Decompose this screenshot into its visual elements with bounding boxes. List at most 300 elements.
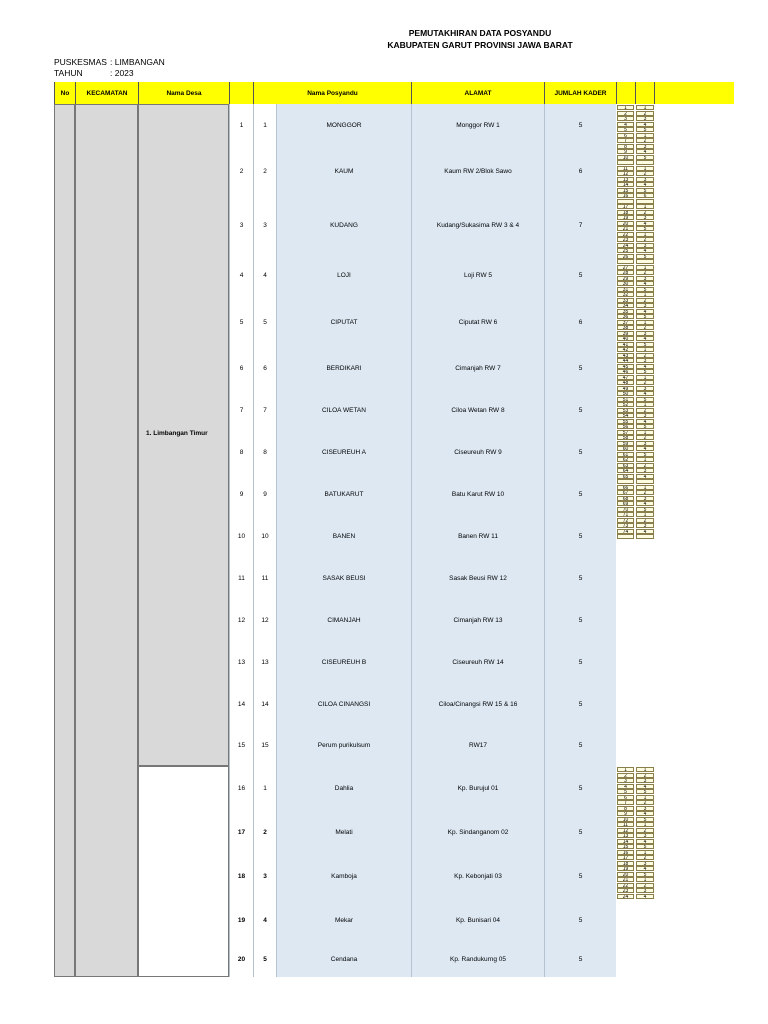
kader-count: 5	[544, 389, 616, 431]
table-row	[229, 725, 616, 766]
kader-index-cell: 3	[636, 523, 654, 528]
header-kecamatan: KECAMATAN	[75, 82, 138, 104]
kader-index-cell: 3	[636, 276, 654, 281]
kader-seq-cell: 14	[617, 839, 634, 844]
kader-index-cell: 5	[636, 342, 654, 347]
kader-seq-cell: 60	[617, 446, 634, 451]
kader-seq-cell: 6	[617, 795, 634, 800]
kader-index-cell: 1	[636, 347, 654, 352]
kader-index-cell: 1	[636, 204, 654, 209]
kader-index-cell: 1	[636, 457, 654, 462]
kader-index-cell: 4	[636, 419, 654, 424]
kader-seq-cell: 36	[617, 314, 634, 319]
kader-seq-cell: 11	[617, 166, 634, 171]
table-row	[229, 473, 616, 515]
kader-seq-cell: 23	[617, 237, 634, 242]
posyandu-name: CILOA WETAN	[276, 389, 411, 431]
kader-index-cell: 1	[636, 320, 654, 325]
row-sub-no: 8	[253, 431, 276, 473]
kader-seq-cell: 30	[617, 281, 634, 286]
kader-count: 5	[544, 104, 616, 146]
kader-seq-cell: 22	[617, 232, 634, 237]
row-sub-no: 4	[253, 254, 276, 297]
kader-index-cell: 1	[636, 485, 654, 490]
kader-seq-cell: 7	[617, 800, 634, 805]
posyandu-alamat: Ciloa/Cinangsi RW 15 & 16	[411, 683, 544, 725]
kader-index-cell: 1	[636, 767, 654, 772]
table-row	[229, 683, 616, 725]
row-no: 5	[229, 297, 253, 347]
kader-index-cell: 5	[636, 314, 654, 319]
kader-count: 5	[544, 431, 616, 473]
kader-index-cell: 3	[636, 243, 654, 248]
kader-index-cell: 3	[636, 303, 654, 308]
row-sub-no: 10	[253, 515, 276, 557]
kader-index-cell: 1	[636, 292, 654, 297]
kader-seq-cell: 3	[617, 116, 634, 121]
row-sub-no: 13	[253, 641, 276, 683]
kader-seq-cell	[617, 534, 634, 539]
kader-count: 5	[544, 810, 616, 854]
posyandu-alamat: RW17	[411, 725, 544, 766]
row-sub-no: 4	[253, 898, 276, 942]
kader-index-cell: 2	[636, 171, 654, 176]
kader-index-cell: 2	[636, 518, 654, 523]
posyandu-name: Perum purikulsum	[276, 725, 411, 766]
kader-index-cell: 5	[636, 155, 654, 160]
kader-index-cell: 4	[636, 894, 654, 899]
kader-count: 5	[544, 557, 616, 599]
row-sub-no: 14	[253, 683, 276, 725]
kader-count: 5	[544, 854, 616, 898]
kader-seq-cell: 59	[617, 441, 634, 446]
header-kader: JUMLAH KADER	[544, 82, 616, 104]
posyandu-alamat: Kp. Burujul 01	[411, 766, 544, 810]
row-no: 16	[229, 766, 253, 810]
kader-seq-cell: 19	[617, 866, 634, 871]
row-no: 10	[229, 515, 253, 557]
posyandu-alamat: Kp. Bunisari 04	[411, 898, 544, 942]
kader-seq-cell	[617, 259, 634, 264]
kader-index-cell: 3	[636, 441, 654, 446]
kader-index-cell: 4	[636, 248, 654, 253]
kader-seq-cell: 68	[617, 496, 634, 501]
kader-count: 5	[544, 254, 616, 297]
desa-name: 1. Limbangan Timur	[146, 430, 208, 437]
posyandu-name: LOJI	[276, 254, 411, 297]
kader-seq-cell: 57	[617, 430, 634, 435]
kader-seq-cell: 4	[617, 784, 634, 789]
kader-index-cell: 3	[636, 116, 654, 121]
row-no: 1	[229, 104, 253, 146]
kader-seq-cell: 18	[617, 210, 634, 215]
posyandu-name: SASAK BEUSI	[276, 557, 411, 599]
kader-index-cell: 4	[636, 501, 654, 506]
row-no: 20	[229, 942, 253, 977]
posyandu-alamat: Batu Karut RW 10	[411, 473, 544, 515]
kader-seq-cell: 73	[617, 523, 634, 528]
table-row	[229, 854, 616, 898]
kader-seq-cell: 1	[617, 105, 634, 110]
table-row	[229, 599, 616, 641]
kader-index-cell: 1	[636, 402, 654, 407]
row-sub-no: 11	[253, 557, 276, 599]
kader-seq-cell: 11	[617, 822, 634, 827]
kader-index-cell: 3	[636, 413, 654, 418]
row-sub-no: 2	[253, 810, 276, 854]
row-sub-no: 1	[253, 766, 276, 810]
row-sub-no: 3	[253, 196, 276, 254]
kader-seq-cell: 62	[617, 457, 634, 462]
posyandu-name: CISEUREUH A	[276, 431, 411, 473]
table-row	[229, 515, 616, 557]
kader-index-cell	[636, 534, 654, 539]
kader-seq-cell: 20	[617, 221, 634, 226]
kader-index-cell: 2	[636, 325, 654, 330]
kader-seq-cell: 41	[617, 342, 634, 347]
row-no: 9	[229, 473, 253, 515]
kader-index-cell: 2	[636, 298, 654, 303]
kader-seq-cell: 70	[617, 507, 634, 512]
kader-seq-cell: 21	[617, 226, 634, 231]
kader-index-cell	[636, 479, 654, 484]
posyandu-name: CIMANJAH	[276, 599, 411, 641]
kader-index-cell: 1	[636, 877, 654, 882]
puskesmas-value: : LIMBANGAN	[110, 57, 165, 67]
table-row	[229, 297, 616, 347]
table-row	[229, 146, 616, 196]
row-sub-no: 5	[253, 942, 276, 977]
kader-index-cell: 4	[636, 122, 654, 127]
kader-seq-cell: 2	[617, 773, 634, 778]
kader-index-cell: 4	[636, 309, 654, 314]
posyandu-alamat: Monggor RW 1	[411, 104, 544, 146]
kader-index-cell: 5	[636, 844, 654, 849]
kader-count: 5	[544, 515, 616, 557]
kader-index-cell: 5	[636, 507, 654, 512]
posyandu-name: Kamboja	[276, 854, 411, 898]
kader-index-cell: 3	[636, 386, 654, 391]
kader-index-cell: 4	[636, 839, 654, 844]
header-posyandu: Nama Posyandu	[253, 82, 411, 104]
posyandu-name: KUDANG	[276, 196, 411, 254]
kader-index-cell: 1	[636, 375, 654, 380]
kader-seq-cell: 69	[617, 501, 634, 506]
kader-count: 5	[544, 942, 616, 977]
header-desa: Nama Desa	[138, 82, 229, 104]
row-no: 13	[229, 641, 253, 683]
kader-seq-cell: 61	[617, 452, 634, 457]
kader-index-cell: 1	[636, 430, 654, 435]
kader-seq-cell: 21	[617, 877, 634, 882]
puskesmas-label: PUSKESMAS	[54, 57, 107, 67]
kader-count: 6	[544, 297, 616, 347]
kader-index-cell: 1	[636, 795, 654, 800]
kader-seq-cell: 17	[617, 204, 634, 209]
posyandu-name: Mekar	[276, 898, 411, 942]
kader-seq-cell: 40	[617, 336, 634, 341]
kader-count: 5	[544, 725, 616, 766]
row-sub-no: 9	[253, 473, 276, 515]
posyandu-alamat: Kp. Kebonjati 03	[411, 854, 544, 898]
kader-seq-cell: 34	[617, 303, 634, 308]
kader-seq-cell: 9	[617, 811, 634, 816]
kader-seq-cell: 38	[617, 325, 634, 330]
kader-seq-cell: 42	[617, 347, 634, 352]
kader-index-cell: 2	[636, 210, 654, 215]
kader-seq-cell: 71	[617, 512, 634, 517]
posyandu-alamat: Sasak Beusi RW 12	[411, 557, 544, 599]
row-sub-no: 2	[253, 146, 276, 196]
kader-index-cell: 1	[636, 166, 654, 171]
row-sub-no: 5	[253, 297, 276, 347]
kader-index-cell: 3	[636, 778, 654, 783]
kader-seq-cell: 13	[617, 177, 634, 182]
row-no: 6	[229, 347, 253, 389]
posyandu-name: KAUM	[276, 146, 411, 196]
kader-seq-cell: 6	[617, 133, 634, 138]
kader-index-cell: 1	[636, 265, 654, 270]
kader-seq-cell: 24	[617, 243, 634, 248]
kader-index-cell: 4	[636, 336, 654, 341]
posyandu-alamat: Banen RW 11	[411, 515, 544, 557]
header-alamat: ALAMAT	[411, 82, 544, 104]
kader-index-cell: 4	[636, 866, 654, 871]
table-row	[229, 431, 616, 473]
kader-count: 5	[544, 898, 616, 942]
kader-index-cell: 4	[636, 811, 654, 816]
puskesmas-line	[54, 57, 165, 67]
kader-seq-cell: 8	[617, 144, 634, 149]
kader-seq-cell: 20	[617, 872, 634, 877]
kader-count: 5	[544, 599, 616, 641]
kader-seq-cell: 25	[617, 248, 634, 253]
row-sub-no: 1	[253, 104, 276, 146]
kader-index-cell: 1	[636, 850, 654, 855]
kader-seq-cell: 27	[617, 265, 634, 270]
kader-seq-cell: 24	[617, 894, 634, 899]
kader-index-cell: 5	[636, 817, 654, 822]
posyandu-alamat: Kp. Sindanganom 02	[411, 810, 544, 854]
table-row	[229, 389, 616, 431]
kader-index-cell: 5	[636, 127, 654, 132]
kader-index-cell: 3	[636, 806, 654, 811]
row-no: 3	[229, 196, 253, 254]
kader-seq-cell: 28	[617, 270, 634, 275]
kader-seq-cell: 18	[617, 861, 634, 866]
posyandu-alamat: Cimanjah RW 7	[411, 347, 544, 389]
kader-index-cell: 2	[636, 435, 654, 440]
kader-seq-cell: 12	[617, 828, 634, 833]
kader-seq-cell: 74	[617, 529, 634, 534]
kader-index-cell: 2	[636, 828, 654, 833]
table-row	[229, 347, 616, 389]
kecamatan-column	[75, 104, 138, 977]
kader-seq-cell: 26	[617, 254, 634, 259]
kader-count: 5	[544, 347, 616, 389]
posyandu-alamat: Loji RW 5	[411, 254, 544, 297]
kader-index-cell: 5	[636, 872, 654, 877]
table-row	[229, 810, 616, 854]
kader-index-cell: 3	[636, 833, 654, 838]
kader-seq-cell: 52	[617, 402, 634, 407]
table-row	[229, 254, 616, 297]
tahun-line	[54, 68, 134, 78]
kader-seq-cell: 48	[617, 380, 634, 385]
kader-seq-cell: 46	[617, 369, 634, 374]
table-row	[229, 557, 616, 599]
kader-seq-cell: 3	[617, 778, 634, 783]
kader-seq-cell: 49	[617, 386, 634, 391]
kader-seq-cell: 23	[617, 888, 634, 893]
kader-index-cell: 5	[636, 369, 654, 374]
kader-index-cell: 4	[636, 784, 654, 789]
tahun-label: TAHUN	[54, 68, 83, 78]
kader-index-cell: 1	[636, 133, 654, 138]
kader-count: 5	[544, 766, 616, 810]
row-no: 7	[229, 389, 253, 431]
posyandu-name: CIPUTAT	[276, 297, 411, 347]
kader-count: 6	[544, 146, 616, 196]
table-row	[229, 942, 616, 977]
posyandu-name: CILOA CINANGSI	[276, 683, 411, 725]
table-row	[229, 104, 616, 146]
kader-seq-cell: 45	[617, 364, 634, 369]
kader-seq-cell: 13	[617, 833, 634, 838]
kader-seq-cell: 47	[617, 375, 634, 380]
kader-index-cell: 2	[636, 408, 654, 413]
document-title: PEMUTAKHIRAN DATA POSYANDU	[408, 28, 552, 38]
kader-seq-cell: 14	[617, 182, 634, 187]
table-row	[229, 766, 616, 810]
posyandu-alamat: Ciseureuh RW 9	[411, 431, 544, 473]
table-row	[229, 196, 616, 254]
kader-seq-cell: 19	[617, 215, 634, 220]
kader-index-cell: 4	[636, 391, 654, 396]
kader-seq-cell: 8	[617, 806, 634, 811]
kader-index-cell: 3	[636, 861, 654, 866]
kader-index-cell: 2	[636, 111, 654, 116]
posyandu-alamat: Ciputat RW 6	[411, 297, 544, 347]
row-no: 17	[229, 810, 253, 854]
kader-index-cell: 4	[636, 474, 654, 479]
kader-seq-cell	[617, 479, 634, 484]
posyandu-alamat: Kaum RW 2/Blok Sawo	[411, 146, 544, 196]
kader-index-cell: 2	[636, 353, 654, 358]
kader-index-cell: 4	[636, 364, 654, 369]
row-no: 8	[229, 431, 253, 473]
kader-index-cell: 3	[636, 468, 654, 473]
kader-index-cell	[636, 259, 654, 264]
kader-seq-cell: 65	[617, 474, 634, 479]
table-row	[229, 898, 616, 942]
kader-index-cell: 3	[636, 215, 654, 220]
kader-index-cell: 6	[636, 193, 654, 198]
kader-seq-cell: 53	[617, 408, 634, 413]
posyandu-alamat: Ciloa Wetan RW 8	[411, 389, 544, 431]
kader-index-cell: 2	[636, 138, 654, 143]
posyandu-alamat: Kudang/Sukasima RW 3 & 4	[411, 196, 544, 254]
kader-index-cell: 3	[636, 144, 654, 149]
kader-seq-cell: 54	[617, 413, 634, 418]
document-subtitle: KABUPATEN GARUT PROVINSI JAWA BARAT	[387, 40, 573, 50]
kader-seq-cell: 31	[617, 287, 634, 292]
kader-seq-cell: 16	[617, 850, 634, 855]
posyandu-name: CISEUREUH B	[276, 641, 411, 683]
kader-index-cell: 4	[636, 529, 654, 534]
kader-index-cell: 2	[636, 237, 654, 242]
row-sub-no: 6	[253, 347, 276, 389]
kader-seq-cell: 10	[617, 155, 634, 160]
kader-seq-cell: 12	[617, 171, 634, 176]
kader-count: 7	[544, 196, 616, 254]
kader-index-cell: 3	[636, 177, 654, 182]
kader-seq-cell: 32	[617, 292, 634, 297]
kader-seq-cell: 67	[617, 490, 634, 495]
row-no: 14	[229, 683, 253, 725]
kader-count: 5	[544, 641, 616, 683]
kader-index-cell: 4	[636, 149, 654, 154]
row-no: 19	[229, 898, 253, 942]
posyandu-name: Dahlia	[276, 766, 411, 810]
table-row	[229, 641, 616, 683]
row-no: 12	[229, 599, 253, 641]
kader-seq-cell: 39	[617, 331, 634, 336]
kader-index-cell: 1	[636, 105, 654, 110]
kader-index-cell	[636, 199, 654, 204]
kader-seq-cell: 16	[617, 193, 634, 198]
kader-seq-cell	[617, 199, 634, 204]
kader-seq-cell: 7	[617, 138, 634, 143]
kader-count: 5	[544, 473, 616, 515]
posyandu-name: BANEN	[276, 515, 411, 557]
kader-seq-cell: 2	[617, 111, 634, 116]
posyandu-name: Cendana	[276, 942, 411, 977]
row-sub-no: 3	[253, 854, 276, 898]
kader-seq-cell: 56	[617, 424, 634, 429]
kader-count: 5	[544, 683, 616, 725]
kader-index-cell: 4	[636, 446, 654, 451]
kader-seq-cell: 5	[617, 127, 634, 132]
posyandu-alamat: Ciseureuh RW 14	[411, 641, 544, 683]
kader-index-cell: 2	[636, 463, 654, 468]
kader-index-cell: 5	[636, 188, 654, 193]
kader-seq-cell: 17	[617, 855, 634, 860]
row-no: 2	[229, 146, 253, 196]
kader-index-cell: 4	[636, 182, 654, 187]
header-no: No	[54, 82, 75, 104]
kader-seq-cell: 15	[617, 188, 634, 193]
kader-seq-cell: 66	[617, 485, 634, 490]
kader-seq-cell: 51	[617, 397, 634, 402]
posyandu-name: BERDIKARI	[276, 347, 411, 389]
kader-seq-cell: 29	[617, 276, 634, 281]
kader-seq-cell: 10	[617, 817, 634, 822]
kader-index-cell: 3	[636, 888, 654, 893]
kader-seq-cell: 4	[617, 122, 634, 127]
row-sub-no: 15	[253, 725, 276, 766]
kader-index-cell: 5	[636, 789, 654, 794]
kader-seq-cell: 33	[617, 298, 634, 303]
kader-index-cell	[636, 160, 654, 165]
kader-index-cell: 5	[636, 226, 654, 231]
kader-seq-cell: 55	[617, 419, 634, 424]
kader-seq-cell: 58	[617, 435, 634, 440]
kader-seq-cell: 50	[617, 391, 634, 396]
kader-index-cell: 5	[636, 397, 654, 402]
kader-seq-cell: 15	[617, 844, 634, 849]
kader-index-cell: 4	[636, 221, 654, 226]
